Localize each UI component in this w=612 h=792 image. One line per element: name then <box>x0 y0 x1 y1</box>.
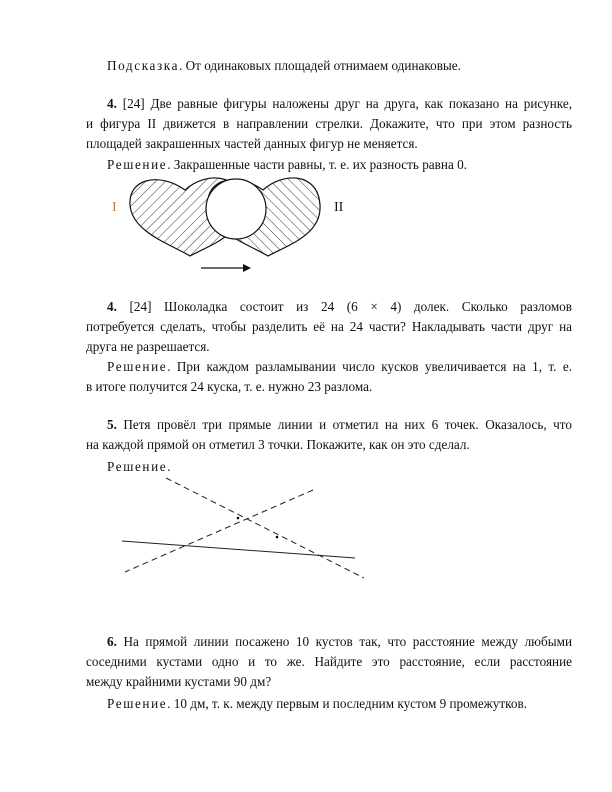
point <box>276 536 279 539</box>
problem-4b-line-3: друга не разрешается. <box>86 339 210 354</box>
solid-line-3 <box>122 541 355 558</box>
problem-4a-line-2: и фигура II движется в направлении стрелки. Докажите, что при этом разность <box>86 116 572 131</box>
solution-text: . Закрашенные части равны, т. е. их разность равна 0. <box>167 157 467 172</box>
problem-number: 5. <box>107 417 117 432</box>
fig-label-1: I <box>112 200 117 215</box>
dashed-line-2 <box>125 490 313 572</box>
problem-6-line-3: между крайними кустами 90 дм? <box>86 674 272 689</box>
solution-6 <box>107 694 572 713</box>
problem-text: На прямой линии посажено 10 кустов так, что расстояние между любыми <box>123 634 573 649</box>
problem-number: 4. <box>107 299 117 314</box>
dashed-line-1 <box>166 478 364 578</box>
solution-text: . 10 дм, т. к. между первым и последним кустом 9 промежутков. <box>167 696 527 711</box>
solution-label: Решение <box>107 696 168 711</box>
problem-text: [24] Две равные фигуры наложены друг на друга, как показано на рисунке, <box>122 96 572 111</box>
problem-5-line-2: на каждой прямой он отметил 3 точки. Покажите, как он это сделал. <box>86 437 470 452</box>
problem-6-line-1 <box>107 632 572 651</box>
problem-number: 6. <box>107 634 117 649</box>
solution-4b-line-2: в итоге получится 24 куска, т. е. нужно 23 разлома. <box>86 379 373 394</box>
problem-4a-line-3: площадей закрашенных частей данных фигур не меняется. <box>86 136 418 151</box>
fig-label-2: II <box>334 200 344 215</box>
solution-text: . При каждом разламывании число кусков увеличивается на 1, т. е. <box>167 359 572 374</box>
solution-5-label: Решение. <box>107 459 173 474</box>
hint-label: Подсказка <box>107 58 180 73</box>
solution-label: Решение <box>107 359 168 374</box>
problem-6-line-2: соседними кустами одно и то же. Найдите это расстояние, если расстояние <box>86 654 572 669</box>
solution-label: Решение <box>107 157 168 172</box>
hint-text: . От одинаковых площадей отнимаем одинаковые. <box>179 58 461 73</box>
problem-4b-line-2: потребуется сделать, чтобы разделить её на 24 части? Накладывать части друг на <box>86 319 572 334</box>
point <box>237 517 240 520</box>
problem-text: Петя провёл три прямые линии и отметил на них 6 точек. Оказалось, что <box>123 417 572 432</box>
problem-text: [24] Шоколадка состоит из 24 (6 × 4) долек. Сколько разломов <box>129 299 572 314</box>
problem-number: 4. <box>107 96 117 111</box>
